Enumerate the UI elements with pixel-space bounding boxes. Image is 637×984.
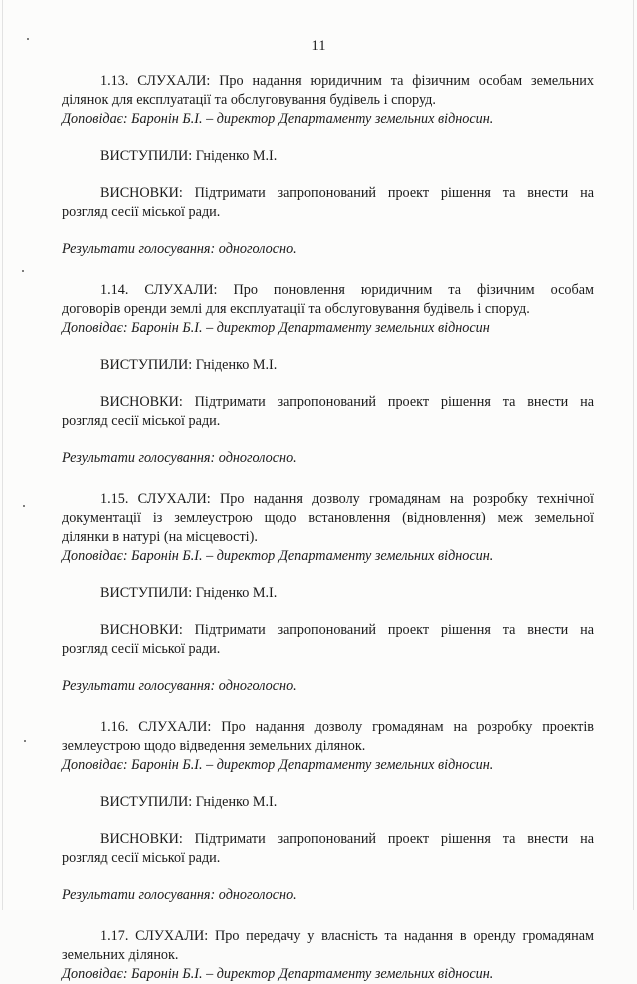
vote-result: Результати голосування: одноголосно.	[62, 241, 297, 257]
scan-edge-right	[633, 0, 634, 910]
heard-line: 1.16. СЛУХАЛИ: Про надання дозволу громадянам на розробку проектів	[100, 719, 594, 735]
agenda-item-1-13	[62, 72, 594, 259]
heard-line: землеустрою щодо відведення земельних ділянок.	[62, 738, 366, 754]
protocol-body	[62, 72, 594, 984]
scan-edge-left	[2, 0, 3, 910]
conclusion-line: ВИСНОВКИ: Підтримати запропонований проект рішення та внести на	[100, 622, 594, 638]
scan-speck	[24, 740, 26, 742]
agenda-item-1-14	[62, 281, 594, 468]
reporter-line: Доповідає: Баронін Б.І. – директор Департаменту земельних відносин.	[62, 548, 494, 564]
conclusion-line: ВИСНОВКИ: Підтримати запропонований проект рішення та внести на	[100, 831, 594, 847]
page-number: 11	[311, 38, 326, 54]
conclusion-line: розгляд сесії міської ради.	[62, 850, 221, 866]
agenda-item-1-15	[62, 490, 594, 696]
scan-speck	[22, 270, 24, 272]
heard-line: договорів оренди землі для експлуатації та обслуговування будівель і споруд.	[62, 301, 530, 317]
heard-line: земельних ділянок.	[62, 947, 179, 963]
heard-line: 1.17. СЛУХАЛИ: Про передачу у власність та надання в оренду громадянам	[100, 928, 594, 944]
heard-line: ділянок для експлуатації та обслуговування будівель і споруд.	[62, 92, 436, 108]
heard-line: 1.15. СЛУХАЛИ: Про надання дозволу громадянам на розробку технічної	[100, 491, 594, 507]
conclusion-line: розгляд сесії міської ради.	[62, 413, 221, 429]
vote-result: Результати голосування: одноголосно.	[62, 678, 297, 694]
heard-line: 1.14. СЛУХАЛИ: Про поновлення юридичним та фізичним особам	[100, 282, 594, 298]
spoke-line: ВИСТУПИЛИ: Гніденко М.І.	[100, 148, 278, 164]
reporter-line: Доповідає: Баронін Б.І. – директор Департаменту земельних відносин	[62, 320, 490, 336]
heard-line: документації із землеустрою щодо встановлення (відновлення) меж земельної	[62, 510, 594, 526]
conclusion-line: розгляд сесії міської ради.	[62, 641, 221, 657]
scan-speck	[23, 505, 25, 507]
heard-line: ділянки в натурі (на місцевості).	[62, 529, 258, 545]
conclusion-line: розгляд сесії міської ради.	[62, 204, 221, 220]
vote-result: Результати голосування: одноголосно.	[62, 887, 297, 903]
vote-result: Результати голосування: одноголосно.	[62, 450, 297, 466]
conclusion-line: ВИСНОВКИ: Підтримати запропонований проект рішення та внести на	[100, 185, 594, 201]
spoke-line: ВИСТУПИЛИ: Гніденко М.І.	[100, 585, 278, 601]
reporter-line: Доповідає: Баронін Б.І. – директор Департаменту земельних відносин.	[62, 111, 494, 127]
conclusion-line: ВИСНОВКИ: Підтримати запропонований проект рішення та внести на	[100, 394, 594, 410]
heard-line: 1.13. СЛУХАЛИ: Про надання юридичним та фізичним особам земельних	[100, 73, 594, 89]
agenda-item-1-17	[62, 927, 594, 984]
reporter-line: Доповідає: Баронін Б.І. – директор Департаменту земельних відносин.	[62, 966, 494, 982]
spoke-line: ВИСТУПИЛИ: Гніденко М.І.	[100, 794, 278, 810]
spoke-line: ВИСТУПИЛИ: Гніденко М.І.	[100, 357, 278, 373]
reporter-line: Доповідає: Баронін Б.І. – директор Департаменту земельних відносин.	[62, 757, 494, 773]
agenda-item-1-16	[62, 718, 594, 905]
